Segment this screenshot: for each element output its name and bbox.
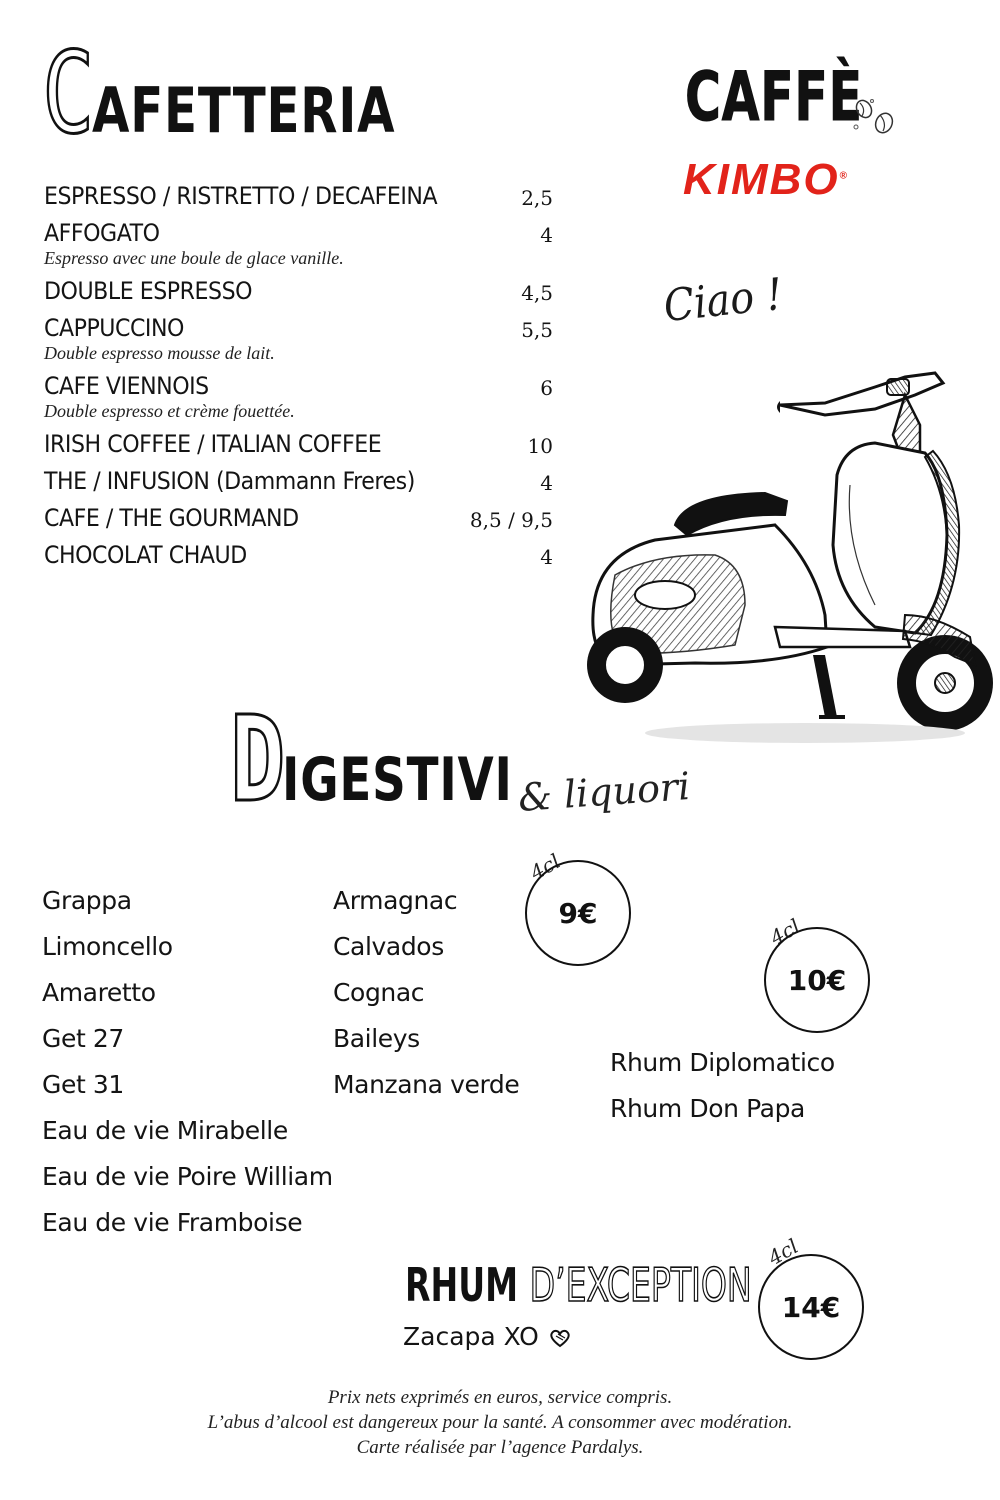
rhum-title-bold: RHUM bbox=[405, 1258, 519, 1312]
rhum-item bbox=[403, 1322, 571, 1351]
list-item: Eau de vie Poire William bbox=[42, 1162, 333, 1191]
menu-item bbox=[42, 502, 557, 539]
menu-item-price: 6 bbox=[540, 376, 553, 400]
caffe-logo-text: CAFFÈ bbox=[685, 58, 863, 137]
menu-item-name: CAFE / THE GOURMAND bbox=[44, 504, 299, 532]
menu-item-description: Double espresso et crème fouettée. bbox=[44, 401, 295, 421]
footer-line: Prix nets exprimés en euros, service compris. bbox=[327, 1387, 673, 1408]
digestivi-column-3 bbox=[610, 1040, 835, 1132]
menu-item-name: CAPPUCCINO bbox=[44, 314, 184, 342]
menu-item bbox=[42, 428, 557, 465]
menu-item-name: ESPRESSO / RISTRETTO / DECAFEINA bbox=[44, 182, 438, 210]
menu-item bbox=[42, 275, 557, 312]
scooter-illustration bbox=[575, 365, 1000, 750]
menu-item bbox=[42, 217, 557, 254]
menu-item-price: 4 bbox=[540, 471, 553, 495]
menu-item-name: CHOCOLAT CHAUD bbox=[44, 541, 247, 569]
list-item: Get 31 bbox=[42, 1070, 124, 1099]
footer-notice bbox=[0, 1385, 1000, 1460]
kimbo-logo-text: KIMBO® bbox=[683, 155, 850, 204]
price-badge: 10€ bbox=[764, 927, 870, 1033]
cafetteria-title bbox=[42, 29, 481, 159]
list-item: Limoncello bbox=[42, 932, 173, 961]
menu-item-name: CAFE VIENNOIS bbox=[44, 372, 209, 400]
coffee-beans-icon bbox=[850, 97, 898, 139]
price-badge: 14€ bbox=[758, 1254, 864, 1360]
digestivi-subtitle: & liquori bbox=[516, 764, 692, 820]
footer-line: Carte réalisée par l’agence Pardalys. bbox=[356, 1437, 644, 1458]
menu-item-price: 4 bbox=[540, 223, 553, 247]
digestivi-title-initial: D bbox=[230, 690, 287, 828]
menu-item bbox=[42, 180, 557, 217]
list-item: Manzana verde bbox=[333, 1070, 520, 1099]
list-item: Grappa bbox=[42, 886, 132, 915]
cafetteria-title-rest: AFETTERIA bbox=[92, 74, 396, 147]
list-item: Cognac bbox=[333, 978, 425, 1007]
list-item: Get 27 bbox=[42, 1024, 124, 1053]
footer-line: L’abus d’alcool est dangereux pour la santé. A consommer avec modération. bbox=[207, 1412, 793, 1433]
menu-item-price: 2,5 bbox=[521, 186, 553, 210]
list-item: Amaretto bbox=[42, 978, 156, 1007]
list-item: Rhum Don Papa bbox=[610, 1094, 805, 1123]
menu-item bbox=[42, 370, 557, 407]
ciao-script: Ciao ! bbox=[661, 268, 785, 333]
price-badge: 9€ bbox=[525, 860, 631, 966]
menu-item-price: 10 bbox=[527, 434, 553, 458]
digestivi-column-2 bbox=[333, 878, 519, 1108]
digestivi-column-1 bbox=[42, 878, 333, 1246]
menu-item-price: 8,5 / 9,5 bbox=[469, 508, 553, 532]
heart-icon bbox=[549, 1328, 571, 1348]
kimbo-logo-label: KIMBO bbox=[683, 155, 840, 204]
rhum-exception-title bbox=[405, 1258, 752, 1312]
menu-item-name: DOUBLE ESPRESSO bbox=[44, 277, 253, 305]
cafetteria-title-initial: C bbox=[42, 29, 96, 159]
list-item: Eau de vie Framboise bbox=[42, 1208, 303, 1237]
volume-label: 4cl bbox=[526, 849, 565, 885]
menu-item bbox=[42, 539, 557, 576]
rhum-title-outline: D’EXCEPTION bbox=[529, 1258, 752, 1312]
menu-item-price: 5,5 bbox=[521, 318, 553, 342]
list-item: Armagnac bbox=[333, 886, 458, 915]
menu-item-price: 4,5 bbox=[521, 281, 553, 305]
menu-item-name: AFFOGATO bbox=[44, 219, 160, 247]
list-item: Calvados bbox=[333, 932, 444, 961]
list-item: Rhum Diplomatico bbox=[610, 1048, 835, 1077]
volume-label: 4cl bbox=[766, 914, 805, 950]
menu-item-price: 4 bbox=[540, 545, 553, 569]
list-item: Baileys bbox=[333, 1024, 420, 1053]
menu-item bbox=[42, 465, 557, 502]
menu-item-description: Espresso avec une boule de glace vanille. bbox=[44, 248, 344, 268]
volume-label: 4cl bbox=[764, 1234, 803, 1270]
menu-item-description: Double espresso mousse de lait. bbox=[44, 343, 275, 363]
list-item: Eau de vie Mirabelle bbox=[42, 1116, 288, 1145]
digestivi-title-rest: IGESTIVI bbox=[282, 745, 513, 815]
rhum-item-label: Zacapa XO bbox=[403, 1322, 539, 1351]
cafe-menu bbox=[42, 180, 557, 576]
menu-item bbox=[42, 312, 557, 349]
menu-item-name: THE / INFUSION (Dammann Freres) bbox=[44, 467, 415, 495]
menu-item-name: IRISH COFFEE / ITALIAN COFFEE bbox=[44, 430, 382, 458]
